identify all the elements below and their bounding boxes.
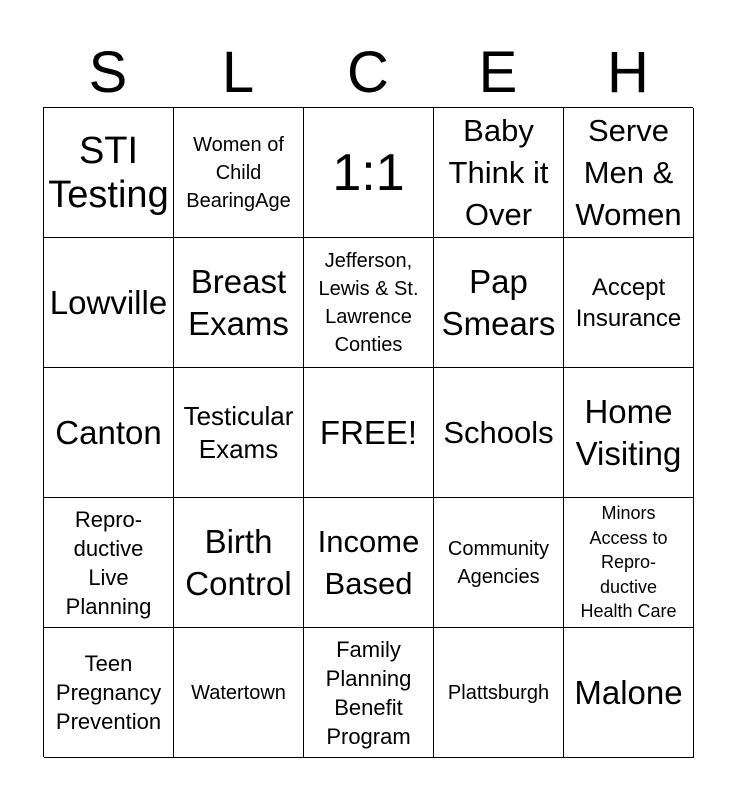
header-letter-l: L [221,40,255,105]
cell-text: Canton [55,413,162,451]
cell-text: Plattsburgh [447,681,550,704]
bingo-cell[interactable] [564,368,694,498]
cell-text: Testicular Exams [183,400,294,464]
bingo-header [43,40,693,106]
cell-text: Baby Think it Over [448,112,549,232]
cell-text: Family Planning Benefit Program [325,636,412,749]
cell-text: Malone [574,673,683,711]
cell-text: FREE! [319,413,418,451]
cell-text: Watertown [191,681,286,704]
cell-text: Accept Insurance [575,273,682,332]
bingo-cell[interactable] [564,238,694,368]
bingo-cell[interactable] [304,238,434,368]
bingo-cell[interactable] [434,238,564,368]
cell-text: Women of Child BearingAge [186,133,291,212]
header-letter-h: H [607,40,649,105]
cell-text: Serve Men & Women [575,112,682,232]
cell-text: Breast Exams [188,262,289,342]
cell-text: Birth Control [185,522,292,602]
bingo-cell[interactable] [434,108,564,238]
bingo-cell[interactable] [174,238,304,368]
cell-text: Minors Access to Repro- ductive Health Care [580,503,677,622]
bingo-cell[interactable] [44,368,174,498]
bingo-cell[interactable] [434,368,564,498]
cell-text: STI Testing [48,129,169,216]
bingo-cell[interactable] [564,498,694,628]
header-letter-c: C [347,40,389,105]
bingo-cell[interactable] [304,108,434,238]
bingo-board [43,107,693,757]
free-space[interactable] [304,368,434,498]
bingo-cell[interactable] [44,628,174,758]
cell-text: Lowville [49,283,168,321]
header-letter-s: S [88,40,128,105]
cell-text: Community Agencies [447,537,550,588]
bingo-cell[interactable] [44,238,174,368]
bingo-cell[interactable] [304,498,434,628]
cell-text: Teen Pregnancy Prevention [55,651,162,734]
bingo-cell[interactable] [304,628,434,758]
bingo-cell[interactable] [434,498,564,628]
cell-text: Repro- ductive Live Planning [65,506,152,619]
cell-text: Schools [443,414,554,450]
header-letter-e: E [478,40,518,105]
bingo-cell[interactable] [434,628,564,758]
bingo-cell[interactable] [564,628,694,758]
bingo-cell[interactable] [174,628,304,758]
cell-text: Income Based [317,523,420,601]
bingo-cell[interactable] [174,498,304,628]
bingo-cell[interactable] [174,108,304,238]
bingo-cell[interactable] [564,108,694,238]
cell-text: Jefferson, Lewis & St. Lawrence Conties [318,249,419,356]
cell-text: Home Visiting [575,392,682,472]
bingo-cell[interactable] [174,368,304,498]
bingo-cell[interactable] [44,108,174,238]
cell-text: 1:1 [332,143,405,202]
cell-text: Pap Smears [441,262,556,342]
bingo-cell[interactable] [44,498,174,628]
